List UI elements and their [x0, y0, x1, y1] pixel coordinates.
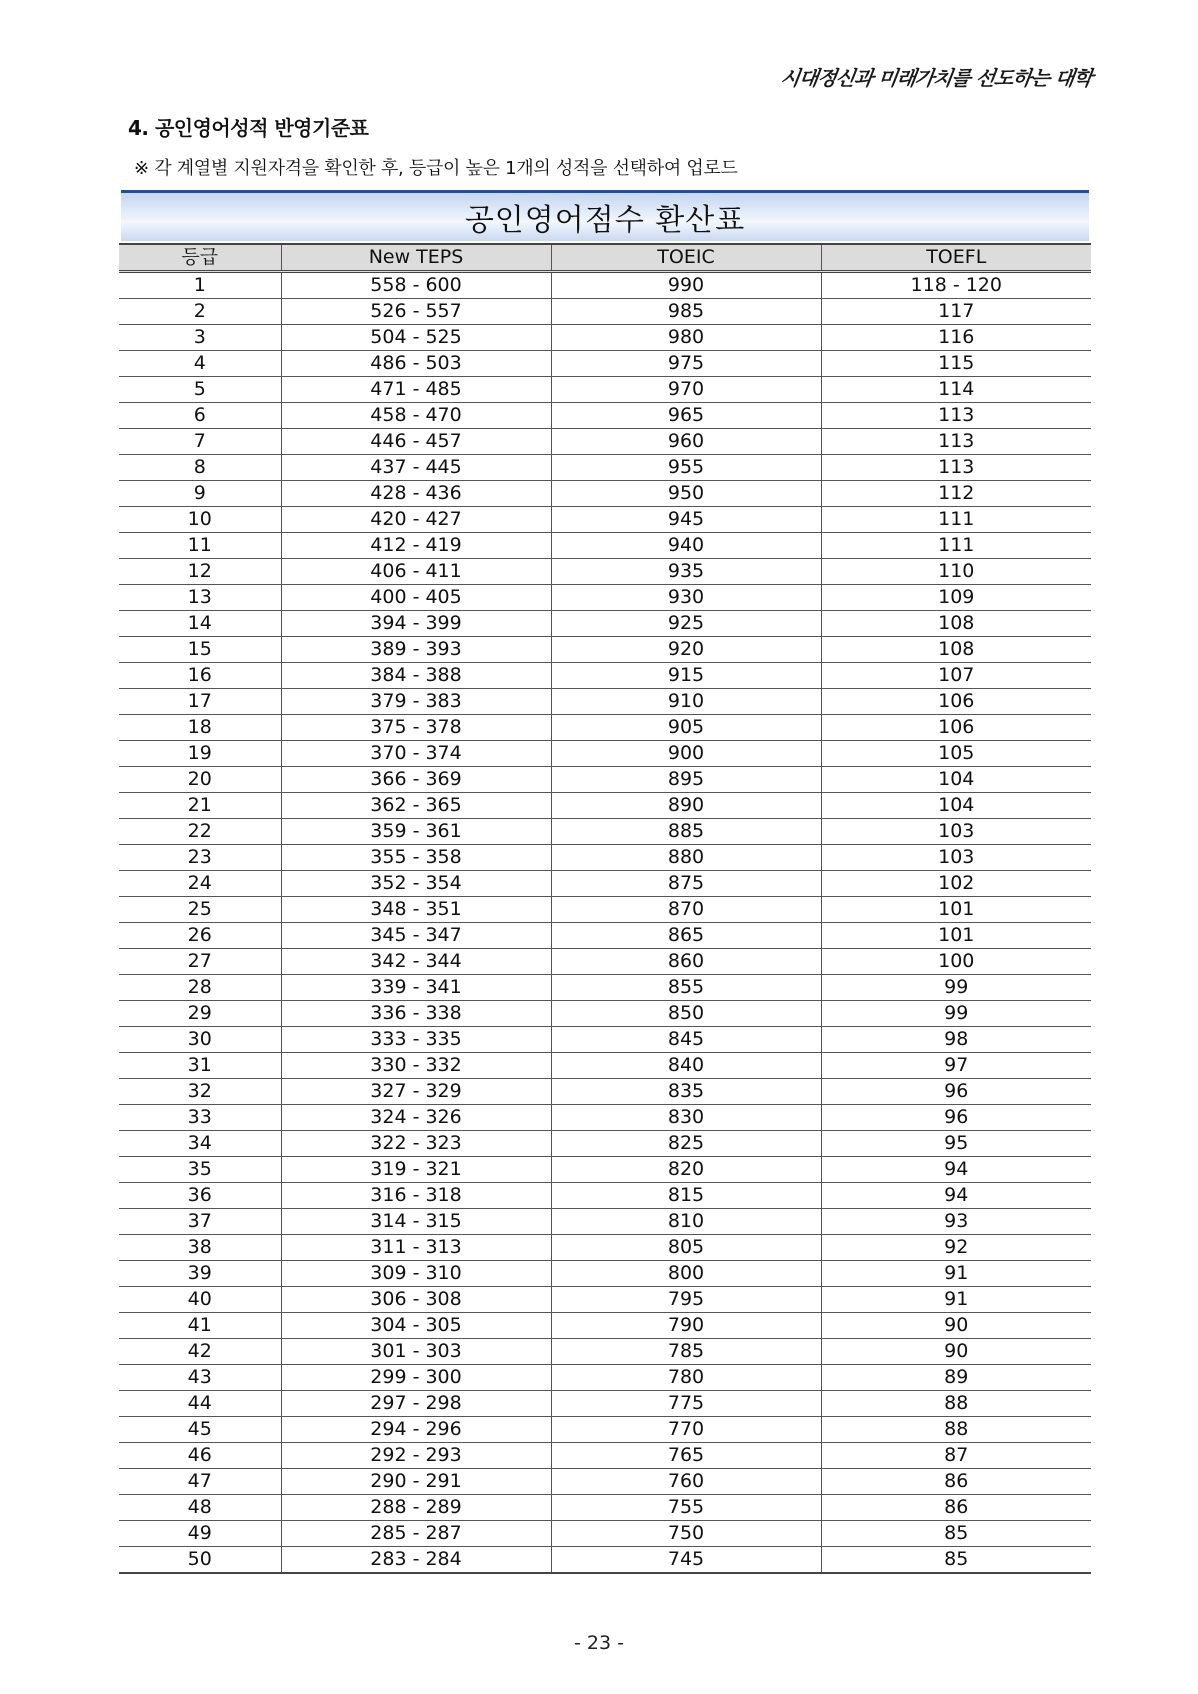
column-header-toeic: TOEIC	[551, 244, 821, 272]
toefl-cell: 113	[821, 429, 1091, 455]
toeic-cell: 940	[551, 533, 821, 559]
toeic-cell: 765	[551, 1443, 821, 1469]
toeic-cell: 785	[551, 1339, 821, 1365]
header-slogan: 시대정신과 미래가치를 선도하는 대학	[779, 66, 1094, 90]
toefl-cell: 101	[821, 897, 1091, 923]
new-teps-cell: 316 - 318	[281, 1183, 551, 1209]
new-teps-cell: 389 - 393	[281, 637, 551, 663]
table-row	[119, 767, 1091, 793]
toefl-cell: 96	[821, 1079, 1091, 1105]
grade-cell: 45	[119, 1417, 281, 1443]
grade-cell: 46	[119, 1443, 281, 1469]
grade-cell: 5	[119, 377, 281, 403]
toeic-cell: 980	[551, 325, 821, 351]
table-row	[119, 272, 1091, 299]
table-row	[119, 1157, 1091, 1183]
new-teps-cell: 342 - 344	[281, 949, 551, 975]
table-row	[119, 455, 1091, 481]
toefl-cell: 94	[821, 1183, 1091, 1209]
new-teps-cell: 345 - 347	[281, 923, 551, 949]
toeic-cell: 955	[551, 455, 821, 481]
grade-cell: 12	[119, 559, 281, 585]
toeic-cell: 815	[551, 1183, 821, 1209]
toefl-cell: 85	[821, 1521, 1091, 1547]
new-teps-cell: 558 - 600	[281, 272, 551, 299]
table-row	[119, 663, 1091, 689]
table-row	[119, 1521, 1091, 1547]
grade-cell: 21	[119, 793, 281, 819]
toefl-cell: 93	[821, 1209, 1091, 1235]
new-teps-cell: 339 - 341	[281, 975, 551, 1001]
grade-cell: 41	[119, 1313, 281, 1339]
toeic-cell: 885	[551, 819, 821, 845]
new-teps-cell: 283 - 284	[281, 1547, 551, 1574]
toeic-cell: 965	[551, 403, 821, 429]
toefl-cell: 88	[821, 1417, 1091, 1443]
grade-cell: 47	[119, 1469, 281, 1495]
toefl-cell: 101	[821, 923, 1091, 949]
toefl-cell: 111	[821, 533, 1091, 559]
toeic-cell: 825	[551, 1131, 821, 1157]
table-row	[119, 1313, 1091, 1339]
new-teps-cell: 309 - 310	[281, 1261, 551, 1287]
toeic-cell: 875	[551, 871, 821, 897]
toeic-cell: 865	[551, 923, 821, 949]
toefl-cell: 86	[821, 1495, 1091, 1521]
toefl-cell: 110	[821, 559, 1091, 585]
toefl-cell: 104	[821, 793, 1091, 819]
toefl-cell: 106	[821, 715, 1091, 741]
toefl-cell: 108	[821, 637, 1091, 663]
new-teps-cell: 297 - 298	[281, 1391, 551, 1417]
table-row	[119, 897, 1091, 923]
toeic-cell: 890	[551, 793, 821, 819]
grade-cell: 44	[119, 1391, 281, 1417]
toeic-cell: 975	[551, 351, 821, 377]
toefl-cell: 105	[821, 741, 1091, 767]
new-teps-cell: 526 - 557	[281, 299, 551, 325]
table-title-banner	[121, 190, 1089, 241]
new-teps-cell: 352 - 354	[281, 871, 551, 897]
table-title: 공인영어점수 환산표	[464, 203, 746, 238]
grade-cell: 30	[119, 1027, 281, 1053]
toeic-cell: 870	[551, 897, 821, 923]
new-teps-cell: 362 - 365	[281, 793, 551, 819]
toefl-cell: 99	[821, 975, 1091, 1001]
new-teps-cell: 375 - 378	[281, 715, 551, 741]
toeic-cell: 830	[551, 1105, 821, 1131]
table-row	[119, 481, 1091, 507]
toefl-cell: 91	[821, 1287, 1091, 1313]
table-row	[119, 793, 1091, 819]
table-row	[119, 1131, 1091, 1157]
grade-cell: 16	[119, 663, 281, 689]
toefl-cell: 113	[821, 455, 1091, 481]
grade-cell: 9	[119, 481, 281, 507]
new-teps-cell: 311 - 313	[281, 1235, 551, 1261]
toeic-cell: 895	[551, 767, 821, 793]
new-teps-cell: 420 - 427	[281, 507, 551, 533]
toeic-cell: 850	[551, 1001, 821, 1027]
grade-cell: 13	[119, 585, 281, 611]
toefl-cell: 107	[821, 663, 1091, 689]
table-row	[119, 1391, 1091, 1417]
table-row	[119, 559, 1091, 585]
toeic-cell: 860	[551, 949, 821, 975]
column-header-new-teps: New TEPS	[281, 244, 551, 272]
column-header-toefl: TOEFL	[821, 244, 1091, 272]
toeic-cell: 905	[551, 715, 821, 741]
toefl-cell: 97	[821, 1053, 1091, 1079]
toeic-cell: 820	[551, 1157, 821, 1183]
table-row	[119, 585, 1091, 611]
toeic-cell: 745	[551, 1547, 821, 1574]
toeic-cell: 840	[551, 1053, 821, 1079]
table-row	[119, 923, 1091, 949]
new-teps-cell: 348 - 351	[281, 897, 551, 923]
grade-cell: 29	[119, 1001, 281, 1027]
toeic-cell: 780	[551, 1365, 821, 1391]
grade-cell: 32	[119, 1079, 281, 1105]
toefl-cell: 117	[821, 299, 1091, 325]
toeic-cell: 810	[551, 1209, 821, 1235]
toeic-cell: 950	[551, 481, 821, 507]
grade-cell: 7	[119, 429, 281, 455]
table-row	[119, 1417, 1091, 1443]
toefl-cell: 115	[821, 351, 1091, 377]
toeic-cell: 960	[551, 429, 821, 455]
toeic-cell: 760	[551, 1469, 821, 1495]
grade-cell: 43	[119, 1365, 281, 1391]
new-teps-cell: 428 - 436	[281, 481, 551, 507]
table-row	[119, 975, 1091, 1001]
new-teps-cell: 437 - 445	[281, 455, 551, 481]
table-row	[119, 1105, 1091, 1131]
toeic-cell: 750	[551, 1521, 821, 1547]
toefl-cell: 100	[821, 949, 1091, 975]
new-teps-cell: 366 - 369	[281, 767, 551, 793]
grade-cell: 48	[119, 1495, 281, 1521]
table-row	[119, 351, 1091, 377]
toefl-cell: 86	[821, 1469, 1091, 1495]
new-teps-cell: 288 - 289	[281, 1495, 551, 1521]
score-conversion-table	[119, 243, 1091, 1574]
new-teps-cell: 319 - 321	[281, 1157, 551, 1183]
toefl-cell: 103	[821, 819, 1091, 845]
table-row	[119, 1183, 1091, 1209]
new-teps-cell: 355 - 358	[281, 845, 551, 871]
grade-cell: 4	[119, 351, 281, 377]
grade-cell: 18	[119, 715, 281, 741]
new-teps-cell: 504 - 525	[281, 325, 551, 351]
toefl-cell: 90	[821, 1313, 1091, 1339]
new-teps-cell: 322 - 323	[281, 1131, 551, 1157]
table-row	[119, 299, 1091, 325]
toeic-cell: 900	[551, 741, 821, 767]
table-row	[119, 1287, 1091, 1313]
new-teps-cell: 336 - 338	[281, 1001, 551, 1027]
table-row	[119, 1339, 1091, 1365]
new-teps-cell: 324 - 326	[281, 1105, 551, 1131]
table-header-row	[119, 244, 1091, 272]
grade-cell: 37	[119, 1209, 281, 1235]
new-teps-cell: 400 - 405	[281, 585, 551, 611]
new-teps-cell: 406 - 411	[281, 559, 551, 585]
toeic-cell: 755	[551, 1495, 821, 1521]
table-row	[119, 715, 1091, 741]
new-teps-cell: 285 - 287	[281, 1521, 551, 1547]
new-teps-cell: 306 - 308	[281, 1287, 551, 1313]
toefl-cell: 89	[821, 1365, 1091, 1391]
toeic-cell: 935	[551, 559, 821, 585]
table-row	[119, 1261, 1091, 1287]
toefl-cell: 113	[821, 403, 1091, 429]
grade-cell: 42	[119, 1339, 281, 1365]
toefl-cell: 106	[821, 689, 1091, 715]
new-teps-cell: 370 - 374	[281, 741, 551, 767]
toeic-cell: 880	[551, 845, 821, 871]
table-row	[119, 1001, 1091, 1027]
toefl-cell: 104	[821, 767, 1091, 793]
toefl-cell: 90	[821, 1339, 1091, 1365]
section-title: 4. 공인영어성적 반영기준표	[128, 116, 369, 140]
new-teps-cell: 327 - 329	[281, 1079, 551, 1105]
toeic-cell: 835	[551, 1079, 821, 1105]
table-row	[119, 1365, 1091, 1391]
new-teps-cell: 384 - 388	[281, 663, 551, 689]
table-row	[119, 1547, 1091, 1574]
grade-cell: 38	[119, 1235, 281, 1261]
table-row	[119, 949, 1091, 975]
toefl-cell: 99	[821, 1001, 1091, 1027]
grade-cell: 50	[119, 1547, 281, 1574]
new-teps-cell: 394 - 399	[281, 611, 551, 637]
grade-cell: 35	[119, 1157, 281, 1183]
grade-cell: 15	[119, 637, 281, 663]
toeic-cell: 970	[551, 377, 821, 403]
toefl-cell: 116	[821, 325, 1091, 351]
table-row	[119, 1027, 1091, 1053]
table-row	[119, 1079, 1091, 1105]
toefl-cell: 118 - 120	[821, 272, 1091, 299]
grade-cell: 8	[119, 455, 281, 481]
table-row	[119, 611, 1091, 637]
toefl-cell: 85	[821, 1547, 1091, 1574]
table-row	[119, 1235, 1091, 1261]
grade-cell: 14	[119, 611, 281, 637]
toeic-cell: 795	[551, 1287, 821, 1313]
table-row	[119, 533, 1091, 559]
toefl-cell: 111	[821, 507, 1091, 533]
new-teps-cell: 412 - 419	[281, 533, 551, 559]
new-teps-cell: 299 - 300	[281, 1365, 551, 1391]
table-row	[119, 1443, 1091, 1469]
toeic-cell: 920	[551, 637, 821, 663]
toeic-cell: 845	[551, 1027, 821, 1053]
table-row	[119, 1053, 1091, 1079]
table-row	[119, 1209, 1091, 1235]
grade-cell: 23	[119, 845, 281, 871]
toefl-cell: 88	[821, 1391, 1091, 1417]
grade-cell: 36	[119, 1183, 281, 1209]
toefl-cell: 114	[821, 377, 1091, 403]
grade-cell: 10	[119, 507, 281, 533]
page-number: - 23 -	[574, 1632, 624, 1654]
new-teps-cell: 290 - 291	[281, 1469, 551, 1495]
toefl-cell: 98	[821, 1027, 1091, 1053]
toeic-cell: 770	[551, 1417, 821, 1443]
grade-cell: 49	[119, 1521, 281, 1547]
toeic-cell: 990	[551, 272, 821, 299]
grade-cell: 24	[119, 871, 281, 897]
grade-cell: 20	[119, 767, 281, 793]
new-teps-cell: 446 - 457	[281, 429, 551, 455]
toeic-cell: 805	[551, 1235, 821, 1261]
table-row	[119, 637, 1091, 663]
toeic-cell: 775	[551, 1391, 821, 1417]
toefl-cell: 102	[821, 871, 1091, 897]
toeic-cell: 855	[551, 975, 821, 1001]
new-teps-cell: 359 - 361	[281, 819, 551, 845]
toeic-cell: 800	[551, 1261, 821, 1287]
table-row	[119, 1495, 1091, 1521]
table-row	[119, 1469, 1091, 1495]
new-teps-cell: 304 - 305	[281, 1313, 551, 1339]
toefl-cell: 94	[821, 1157, 1091, 1183]
toefl-cell: 96	[821, 1105, 1091, 1131]
toeic-cell: 910	[551, 689, 821, 715]
toefl-cell: 112	[821, 481, 1091, 507]
grade-cell: 19	[119, 741, 281, 767]
new-teps-cell: 292 - 293	[281, 1443, 551, 1469]
toefl-cell: 103	[821, 845, 1091, 871]
new-teps-cell: 301 - 303	[281, 1339, 551, 1365]
grade-cell: 3	[119, 325, 281, 351]
toeic-cell: 945	[551, 507, 821, 533]
table-row	[119, 819, 1091, 845]
new-teps-cell: 379 - 383	[281, 689, 551, 715]
toeic-cell: 930	[551, 585, 821, 611]
instruction-note: ※ 각 계열별 지원자격을 확인한 후, 등급이 높은 1개의 성적을 선택하여 업로드	[134, 158, 738, 179]
toeic-cell: 985	[551, 299, 821, 325]
new-teps-cell: 314 - 315	[281, 1209, 551, 1235]
table-row	[119, 429, 1091, 455]
grade-cell: 22	[119, 819, 281, 845]
grade-cell: 27	[119, 949, 281, 975]
grade-cell: 39	[119, 1261, 281, 1287]
table-row	[119, 325, 1091, 351]
new-teps-cell: 333 - 335	[281, 1027, 551, 1053]
grade-cell: 26	[119, 923, 281, 949]
grade-cell: 34	[119, 1131, 281, 1157]
grade-cell: 11	[119, 533, 281, 559]
new-teps-cell: 294 - 296	[281, 1417, 551, 1443]
grade-cell: 40	[119, 1287, 281, 1313]
grade-cell: 2	[119, 299, 281, 325]
new-teps-cell: 471 - 485	[281, 377, 551, 403]
new-teps-cell: 330 - 332	[281, 1053, 551, 1079]
grade-cell: 1	[119, 272, 281, 299]
table-row	[119, 871, 1091, 897]
toeic-cell: 790	[551, 1313, 821, 1339]
table-row	[119, 689, 1091, 715]
toefl-cell: 92	[821, 1235, 1091, 1261]
grade-cell: 25	[119, 897, 281, 923]
table-row	[119, 507, 1091, 533]
column-header-grade: 등급	[119, 244, 281, 272]
table-row	[119, 403, 1091, 429]
toeic-cell: 915	[551, 663, 821, 689]
toefl-cell: 91	[821, 1261, 1091, 1287]
grade-cell: 33	[119, 1105, 281, 1131]
toeic-cell: 925	[551, 611, 821, 637]
toefl-cell: 109	[821, 585, 1091, 611]
grade-cell: 17	[119, 689, 281, 715]
grade-cell: 28	[119, 975, 281, 1001]
new-teps-cell: 458 - 470	[281, 403, 551, 429]
toefl-cell: 87	[821, 1443, 1091, 1469]
table-row	[119, 377, 1091, 403]
grade-cell: 31	[119, 1053, 281, 1079]
table-row	[119, 741, 1091, 767]
table-body	[119, 272, 1091, 1574]
new-teps-cell: 486 - 503	[281, 351, 551, 377]
table-row	[119, 845, 1091, 871]
grade-cell: 6	[119, 403, 281, 429]
toefl-cell: 95	[821, 1131, 1091, 1157]
toefl-cell: 108	[821, 611, 1091, 637]
